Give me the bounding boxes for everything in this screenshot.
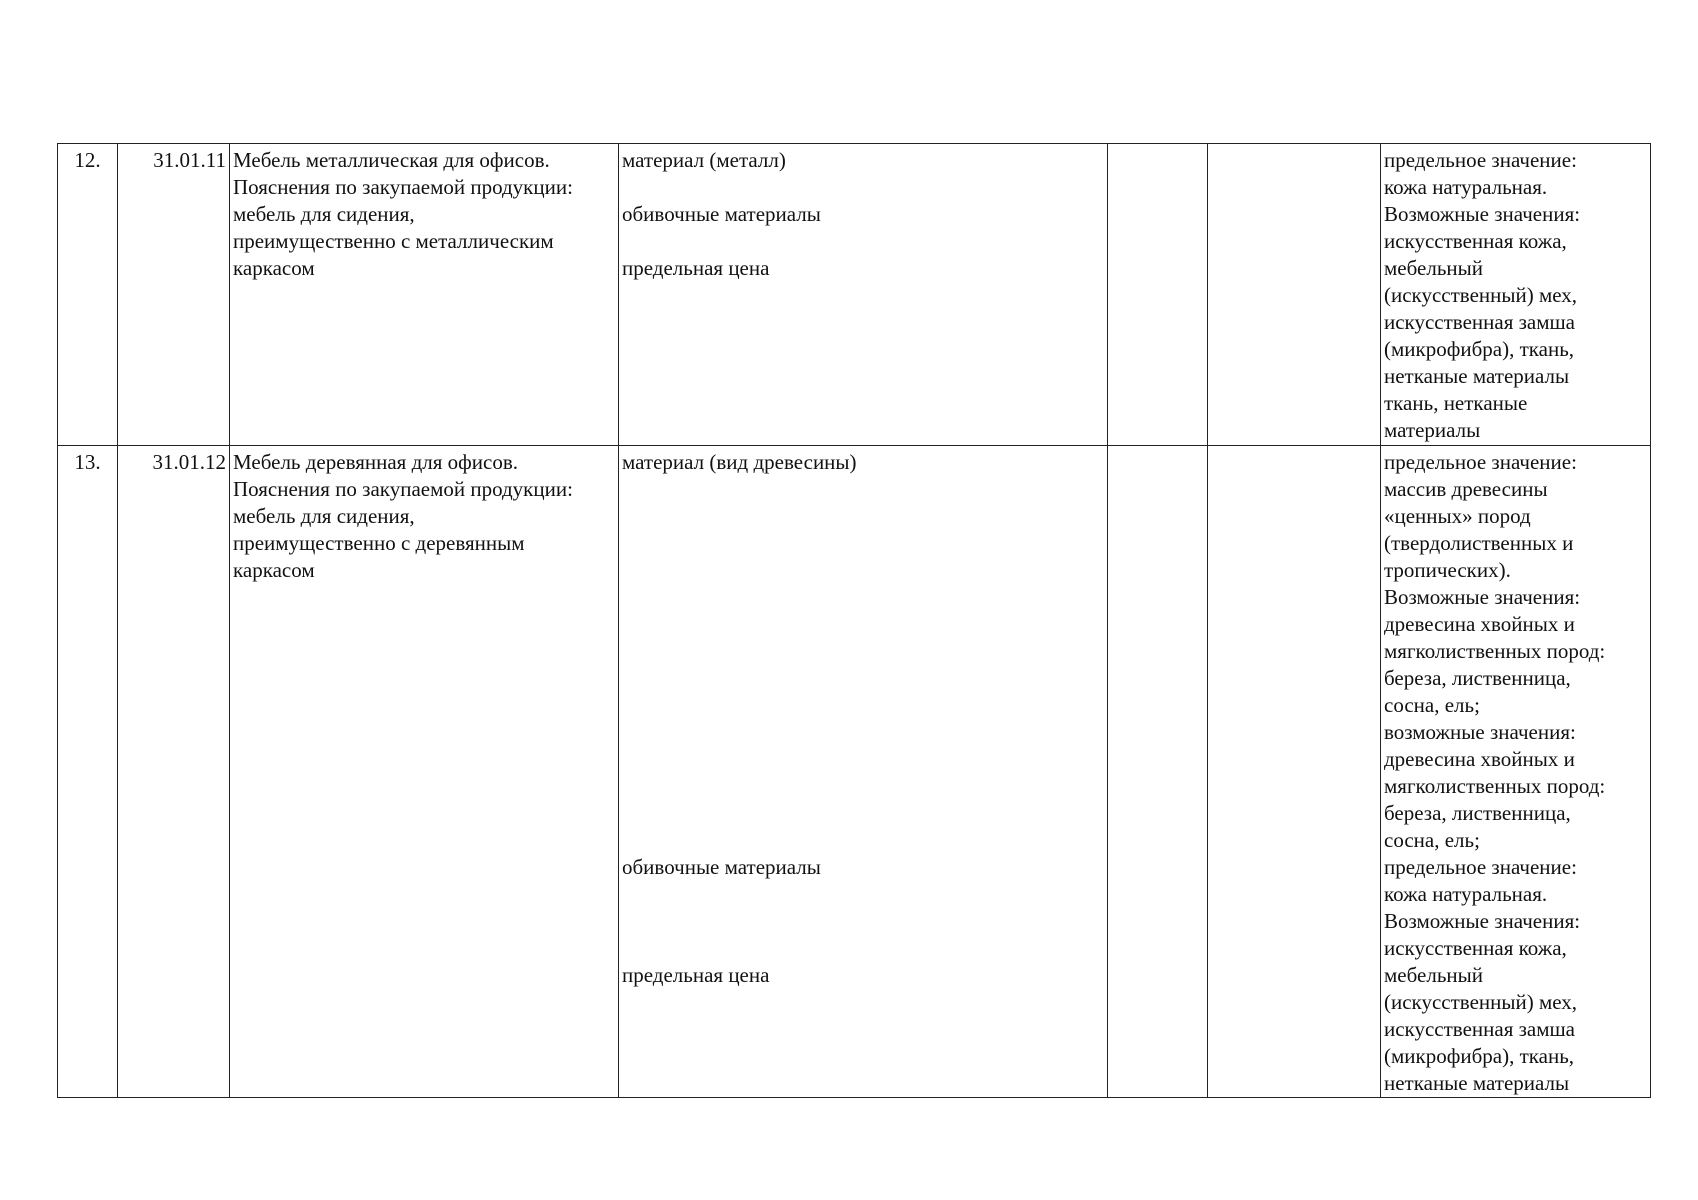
description-line: каркасом (233, 558, 315, 582)
value-line: мебельный (1384, 256, 1483, 280)
value-line: «ценных» пород (1384, 504, 1531, 528)
description-line: Пояснения по закупаемой продукции: (233, 477, 573, 501)
value-line: (твердолиственных и (1384, 531, 1574, 555)
characteristic: материал (металл) (622, 148, 786, 172)
description-line: мебель для сидения, (233, 202, 415, 226)
description-line: преимущественно с металлическим (233, 229, 554, 253)
value-line: искусственная кожа, (1384, 229, 1567, 253)
table-row (58, 144, 1651, 446)
description-line: преимущественно с деревянным (233, 531, 525, 555)
value-line: сосна, ель; (1384, 828, 1480, 852)
characteristic: предельная цена (622, 963, 770, 987)
value-line: нетканые материалы (1384, 1071, 1570, 1095)
value-line: массив древесины (1384, 477, 1548, 501)
item-description (230, 446, 619, 1098)
value-line: мягколиственных пород: (1384, 639, 1606, 663)
value-line: мебельный (1384, 963, 1483, 987)
values-cell (1381, 446, 1651, 1098)
characteristics-cell (619, 144, 1108, 446)
value-line: предельное значение: (1384, 450, 1577, 474)
description-line: мебель для сидения, (233, 504, 415, 528)
value-line: береза, лиственница, (1384, 801, 1571, 825)
value-line: древесина хвойных и (1384, 747, 1575, 771)
value-line: предельное значение: (1384, 855, 1577, 879)
value-line: (искусственный) мех, (1384, 990, 1578, 1014)
value-line: тропических). (1384, 558, 1511, 582)
description-line: Пояснения по закупаемой продукции: (233, 175, 573, 199)
value-line: искусственная замша (1384, 310, 1575, 334)
row-number: 13. (58, 446, 118, 1098)
value-line: Возможные значения: (1384, 585, 1581, 609)
value-line: (искусственный) мех, (1384, 283, 1578, 307)
empty-cell (1208, 144, 1381, 446)
values-cell (1381, 144, 1651, 446)
value-line: (микрофибра), ткань, (1384, 337, 1575, 361)
characteristic: обивочные материалы (622, 202, 821, 226)
characteristics-cell (619, 446, 1108, 1098)
row-number: 12. (58, 144, 118, 446)
empty-cell (1108, 446, 1208, 1098)
okpd-code: 31.01.12 (118, 446, 230, 1098)
value-line: Возможные значения: (1384, 202, 1581, 226)
value-line: (микрофибра), ткань, (1384, 1044, 1575, 1068)
characteristic: предельная цена (622, 256, 770, 280)
value-line: береза, лиственница, (1384, 666, 1571, 690)
value-line: возможные значения: (1384, 720, 1576, 744)
value-line: мягколиственных пород: (1384, 774, 1606, 798)
value-line: нетканые материалы (1384, 364, 1570, 388)
value-line: сосна, ель; (1384, 693, 1480, 717)
value-line: искусственная кожа, (1384, 936, 1567, 960)
table-row (58, 446, 1651, 1098)
description-line: Мебель металлическая для офисов. (233, 148, 550, 172)
value-line: древесина хвойных и (1384, 612, 1575, 636)
characteristic: обивочные материалы (622, 855, 821, 879)
value-line: ткань, нетканые (1384, 391, 1528, 415)
value-line: кожа натуральная. (1384, 882, 1548, 906)
okpd-code: 31.01.11 (118, 144, 230, 446)
item-description (230, 144, 619, 446)
description-line: Мебель деревянная для офисов. (233, 450, 518, 474)
value-line: искусственная замша (1384, 1017, 1575, 1041)
value-line: материалы (1384, 418, 1481, 442)
value-line: кожа натуральная. (1384, 175, 1548, 199)
empty-cell (1208, 446, 1381, 1098)
description-line: каркасом (233, 256, 315, 280)
characteristic: материал (вид древесины) (622, 450, 857, 474)
value-line: Возможные значения: (1384, 909, 1581, 933)
procurement-table (57, 143, 1651, 1098)
empty-cell (1108, 144, 1208, 446)
value-line: предельное значение: (1384, 148, 1577, 172)
